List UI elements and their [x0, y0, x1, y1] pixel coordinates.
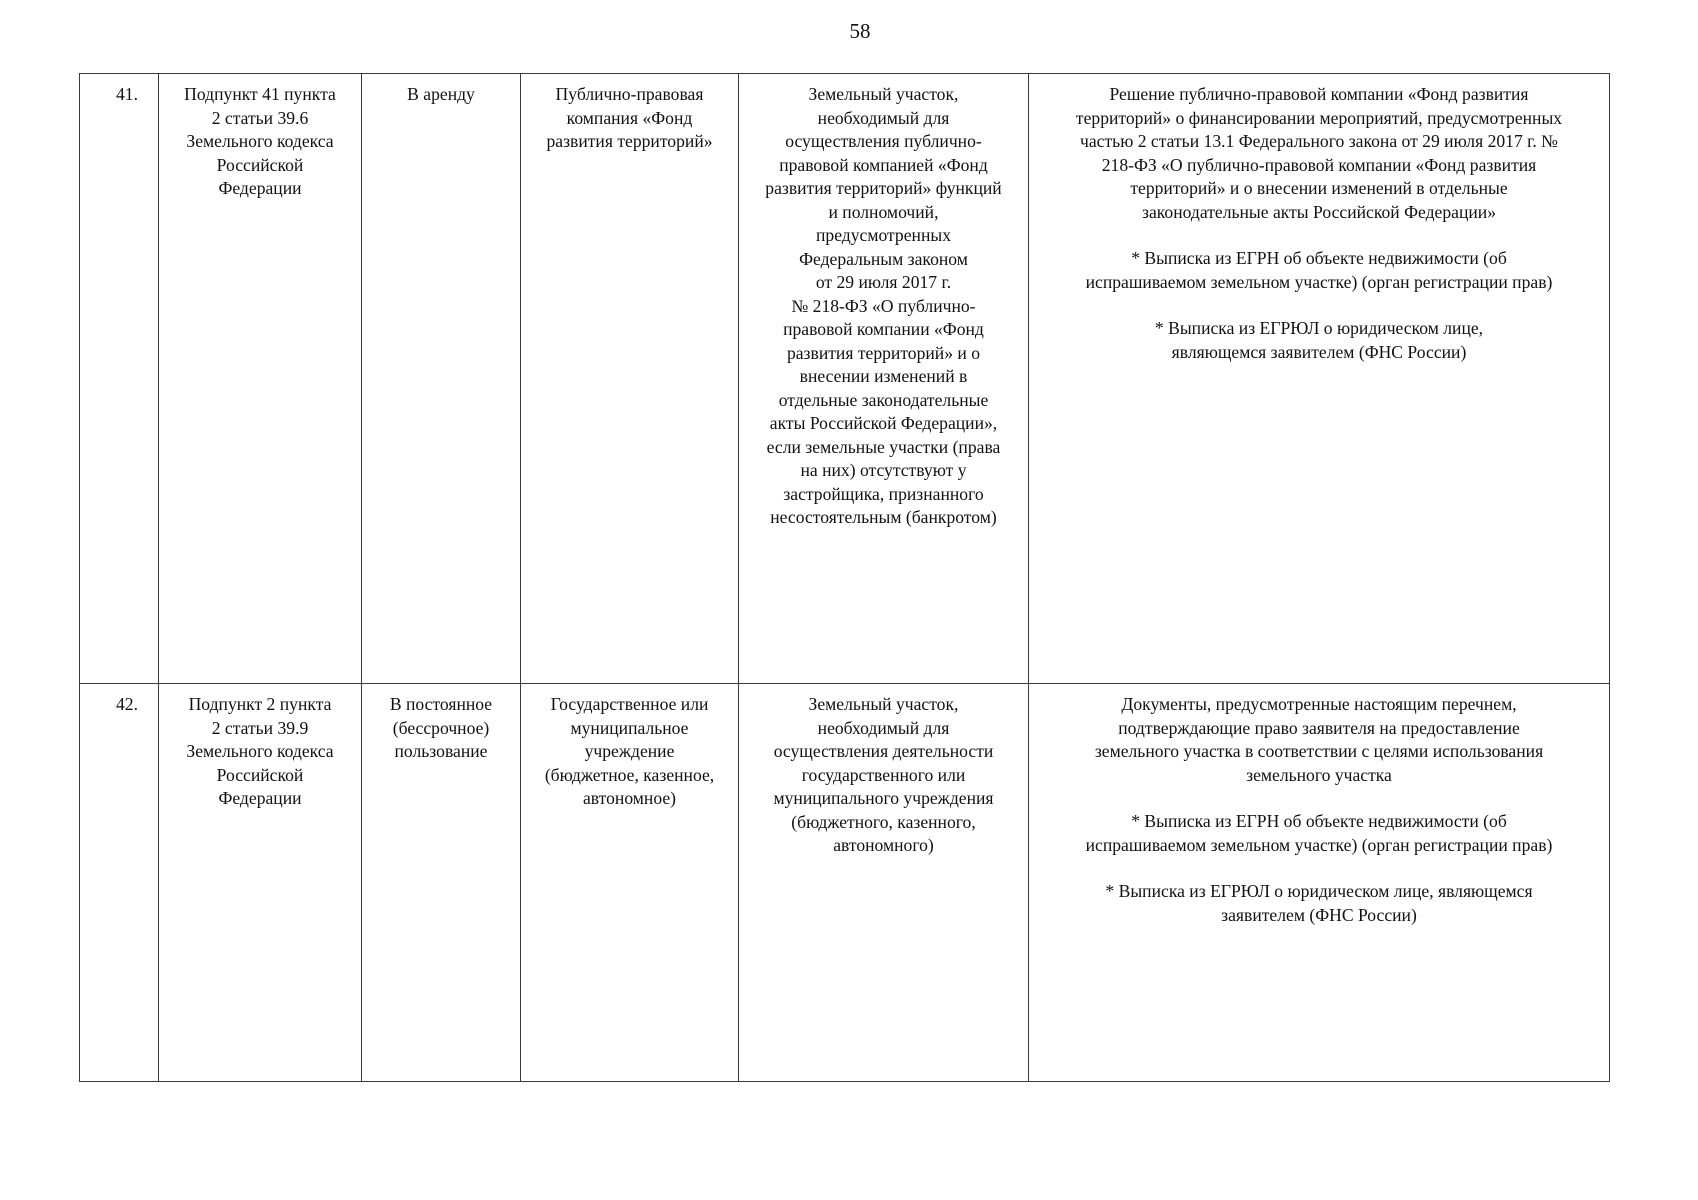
land-grant-table	[79, 73, 1610, 1082]
cell-text-line: акты Российской Федерации»,	[769, 413, 998, 433]
document-text-line: * Выписка из ЕГРН об объекте недвижимости (об	[1131, 811, 1507, 831]
cell-text-line: отдельные законодательные	[778, 389, 989, 410]
cell-text-line: № 218-ФЗ «О публично-	[791, 295, 976, 316]
cell-text-line: Земельный участок,	[808, 694, 959, 714]
paragraph-gap	[1033, 294, 1605, 317]
legal-basis-cell	[159, 684, 362, 1082]
cell-text-line: автономное)	[582, 788, 677, 808]
document-text-line: земельного участка в соответствии с целями использования	[1094, 741, 1544, 761]
cell-text-line: осуществления деятельности	[773, 741, 994, 761]
cell-text-line: развития территорий» и о	[786, 342, 981, 363]
cell-text-line: развития территорий» функций	[765, 178, 1002, 198]
cell-text-line: муниципального учреждения	[773, 788, 994, 808]
document-text-line: Решение публично-правовой компании «Фонд развития	[1109, 84, 1529, 104]
cell-text-line: внесении изменений в	[799, 366, 968, 386]
cell-text-line: и полномочий,	[828, 201, 939, 222]
table-row	[80, 74, 1610, 684]
row-number-cell: 41.	[80, 74, 159, 684]
document-text-line: * Выписка из ЕГРЮЛ о юридическом лице, являющемся	[1105, 881, 1533, 901]
cell-text-line: компания «Фонд	[566, 107, 693, 128]
document-text-line: частью 2 статьи 13.1 Федерального закона от 29 июля 2017 г. №	[1080, 131, 1558, 151]
cell-text-line: если земельные участки (права	[766, 436, 1001, 457]
cell-text-line: на них) отсутствуют у	[800, 460, 967, 480]
legal-basis-cell	[159, 74, 362, 684]
cell-text-line: Подпункт 2 пункта	[188, 694, 332, 714]
page-number: 58	[849, 19, 871, 43]
cell-text-line: осуществления публично-	[785, 131, 982, 151]
document-item	[1033, 317, 1605, 364]
cell-text-line: муниципальное	[570, 717, 689, 738]
cell-text-line: несостоятельным (банкротом)	[770, 507, 997, 527]
document-text-line: подтверждающие право заявителя на предоставление	[1118, 717, 1520, 738]
applicant-cell	[521, 684, 739, 1082]
table-row	[80, 684, 1610, 1082]
right-type-cell	[362, 684, 521, 1082]
cell-text-line: (бессрочное)	[392, 717, 490, 738]
cell-text-line: государственного или	[801, 764, 966, 785]
cell-text-line: правовой компанией «Фонд	[779, 154, 988, 175]
land-plot-cell	[739, 684, 1029, 1082]
right-type-cell	[362, 74, 521, 684]
paragraph-gap	[1033, 857, 1605, 880]
paragraph-gap	[1033, 787, 1605, 810]
document-text-line: являющемся заявителем (ФНС России)	[1171, 341, 1467, 362]
document-text-line: территорий» о финансировании мероприятий, предусмотренных	[1075, 107, 1563, 128]
document-item	[1033, 880, 1605, 927]
cell-text-line: Федерации	[218, 788, 302, 808]
cell-text-line: учреждение	[584, 741, 675, 761]
document-text-line: 218-ФЗ «О публично-правовой компании «Фонд развития	[1101, 154, 1537, 175]
cell-text-line: Федерации	[218, 178, 302, 198]
cell-text-line: застройщика, признанного	[783, 483, 984, 504]
cell-text-line: (бюджетного, казенного,	[791, 811, 976, 832]
cell-text-line: Российской	[216, 764, 304, 785]
cell-text-line: необходимый для	[817, 107, 950, 128]
cell-text-line: Государственное или	[550, 694, 709, 714]
document-text-line: законодательные акты Российской Федерации»	[1142, 201, 1496, 222]
cell-text-line: Федеральным законом	[799, 248, 968, 269]
cell-text-line: от 29 июля 2017 г.	[815, 272, 952, 292]
land-plot-cell	[739, 74, 1029, 684]
cell-text-line: Российской	[216, 154, 304, 175]
document-text-line: заявителем (ФНС России)	[1221, 904, 1417, 925]
row-number-cell: 42.	[80, 684, 159, 1082]
cell-text-line: Публично-правовая	[555, 84, 704, 104]
document-text-line: * Выписка из ЕГРН об объекте недвижимости (об	[1131, 248, 1507, 268]
document-item	[1033, 693, 1605, 787]
document-item	[1033, 247, 1605, 294]
document-text-line: территорий» и о внесении изменений в отдельные	[1130, 178, 1508, 198]
cell-text-line: В аренду	[407, 84, 475, 104]
documents-cell	[1029, 684, 1610, 1082]
cell-text-line: Подпункт 41 пункта	[184, 84, 336, 104]
document-text-line: Документы, предусмотренные настоящим перечнем,	[1121, 694, 1517, 714]
document-text-line: испрашиваемом земельном участке) (орган регистрации прав)	[1085, 834, 1553, 855]
applicant-cell	[521, 74, 739, 684]
cell-text-line: пользование	[394, 741, 488, 761]
cell-text-line: автономного)	[833, 835, 934, 855]
cell-text-line: предусмотренных	[815, 225, 951, 245]
cell-text-line: необходимый для	[817, 717, 950, 738]
cell-text-line: Земельный участок,	[808, 84, 959, 104]
document-text-line: земельного участка	[1246, 764, 1392, 785]
table-body	[80, 74, 1610, 1082]
document-item	[1033, 83, 1605, 224]
cell-text-line: развития территорий»	[546, 131, 713, 151]
document-text-line: испрашиваемом земельном участке) (орган регистрации прав)	[1085, 271, 1553, 292]
cell-text-line: В постоянное	[389, 694, 493, 714]
paragraph-gap	[1033, 224, 1605, 247]
cell-text-line: Земельного кодекса	[186, 131, 334, 151]
cell-text-line: (бюджетное, казенное,	[544, 764, 715, 785]
document-item	[1033, 810, 1605, 857]
documents-cell	[1029, 74, 1610, 684]
cell-text-line: 2 статьи 39.6	[211, 107, 309, 128]
cell-text-line: 2 статьи 39.9	[211, 717, 309, 738]
cell-text-line: правовой компании «Фонд	[783, 319, 984, 339]
document-text-line: * Выписка из ЕГРЮЛ о юридическом лице,	[1154, 318, 1484, 338]
cell-text-line: Земельного кодекса	[186, 741, 334, 761]
